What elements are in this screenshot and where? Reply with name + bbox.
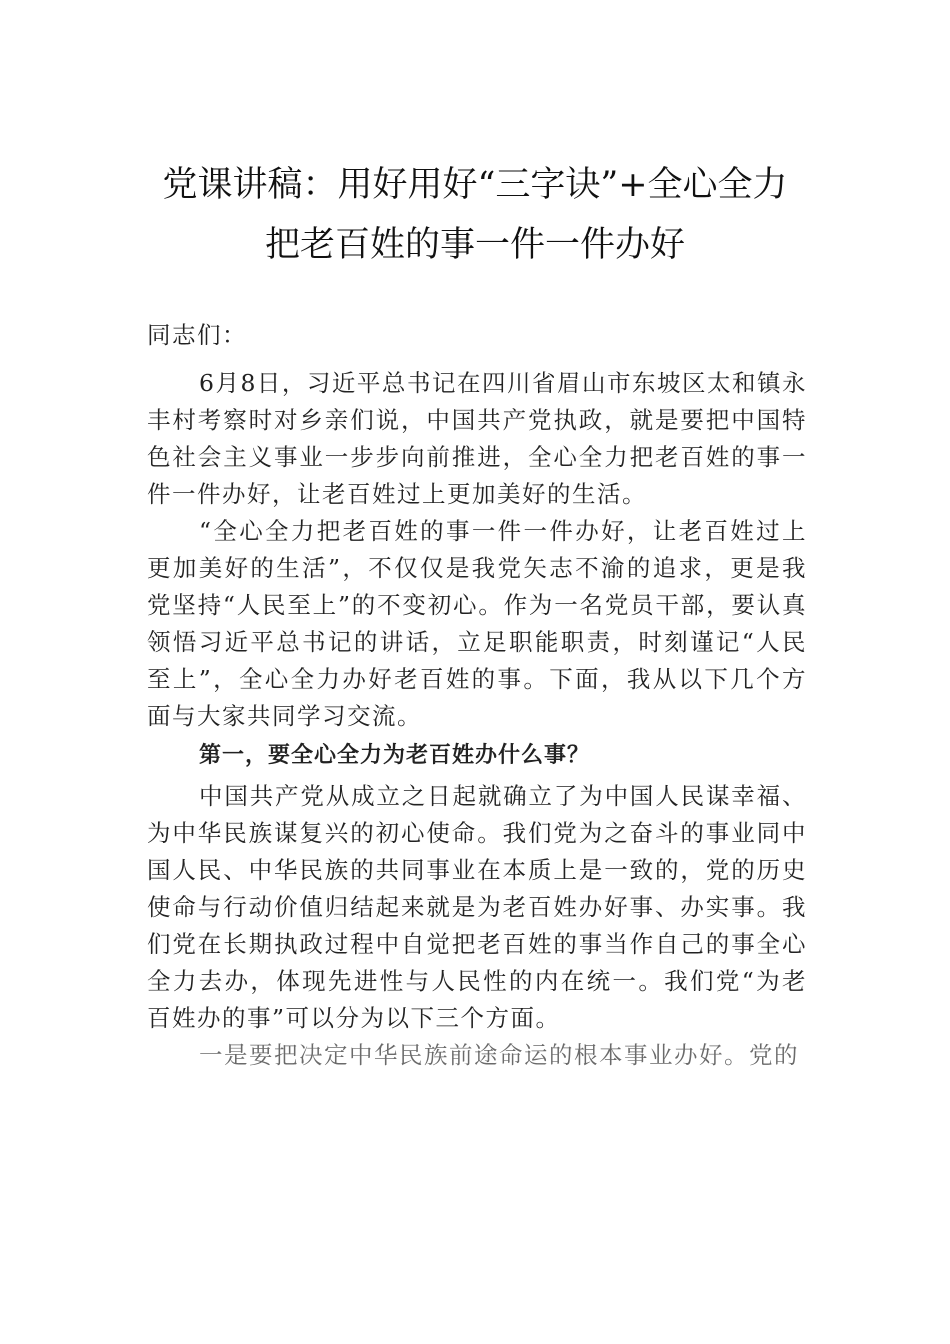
document-title xyxy=(140,155,810,275)
salutation: 同志们： xyxy=(147,321,247,349)
paragraph-section-2: 一是要把决定中华民族前途命运的根本事业办好。党的 xyxy=(199,1041,799,1069)
paragraph-intro: 6月8日，习近平总书记在四川省眉山市东坡区太和镇永丰村考察时对乡亲们说，中国共产党执政，就是要把中国特色社会主义事业一步步向前推进，全心全力把老百姓的事一件一件办好，让老百姓过上更加美好的生活。 xyxy=(147,369,807,508)
section-heading: 第一，要全心全力为老百姓办什么事？ xyxy=(199,743,591,768)
paragraph-quote: “全心全力把老百姓的事一件一件办好，让老百姓过上更加美好的生活”，不仅仅是我党矢志不渝的追求，更是我党坚持“人民至上”的不变初心。作为一名党员干部，要认真领悟习近平总书记的讲话，立足职能职责，时刻谨记“人民至上”，全心全力办好老百姓的事。下面，我从以下几个方面与大家共同学习交流。 xyxy=(147,517,807,730)
title-line-2: 把老百姓的事一件一件办好 xyxy=(264,225,685,265)
title-line-1: 党课讲稿：用好用好“三字诀”+全心全力 xyxy=(162,165,788,205)
paragraph-section-1: 中国共产党从成立之日起就确立了为中国人民谋幸福、为中华民族谋复兴的初心使命。我们党为之奋斗的事业同中国人民、中华民族的共同事业在本质上是一致的，党的历史使命与行动价值归结起来就是为老百姓办好事、办实事。我们党在长期执政过程中自觉把老百姓的事当作自己的事全心全力去办，体现先进性与人民性的内在统一。我们党“为老百姓办的事”可以分为以下三个方面。 xyxy=(147,782,807,1032)
document-body xyxy=(147,317,807,1074)
